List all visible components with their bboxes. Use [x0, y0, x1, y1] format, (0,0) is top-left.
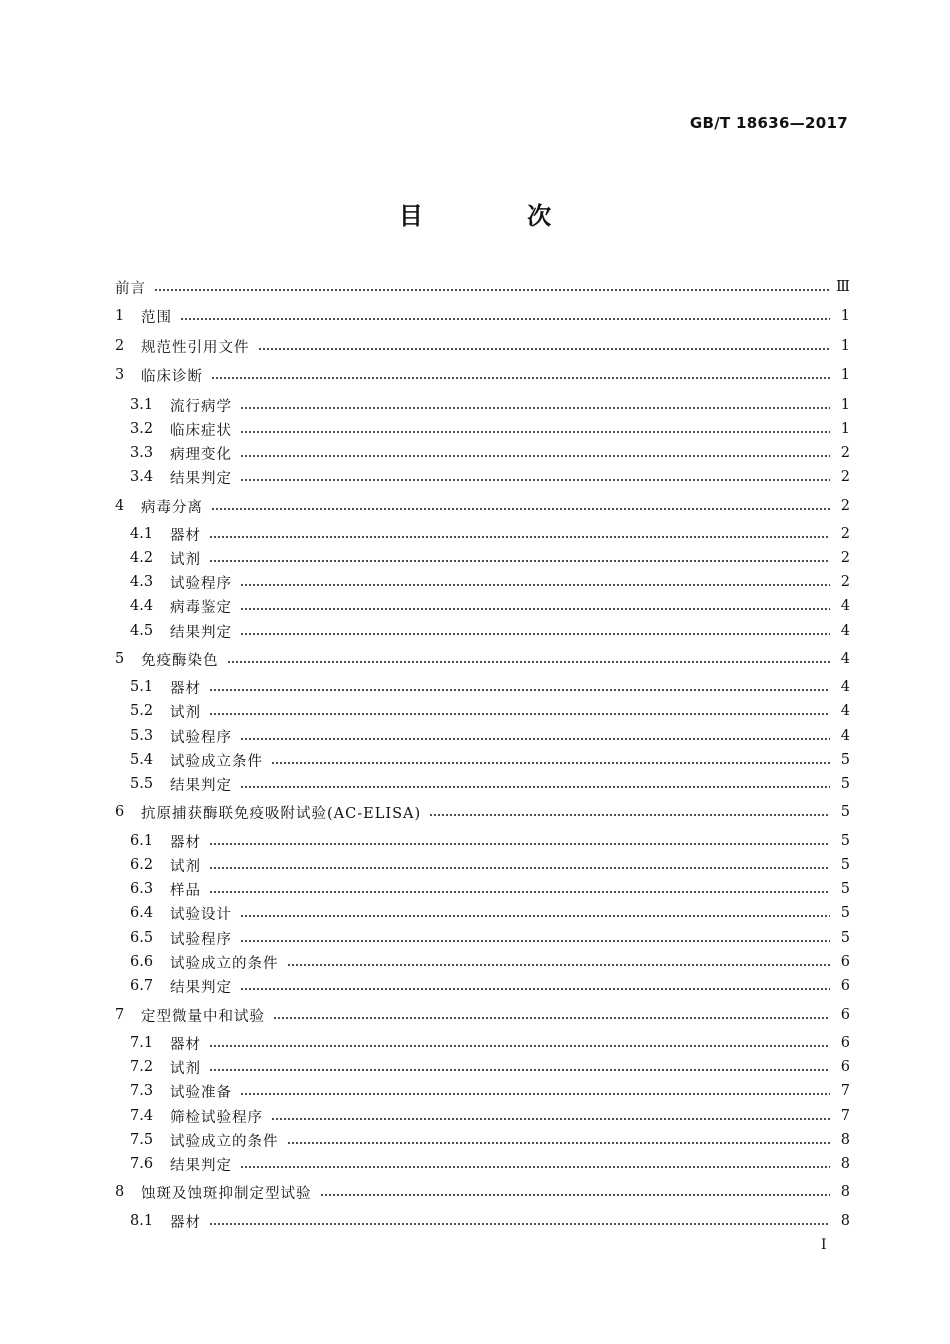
toc-entry-number: 1: [115, 308, 125, 324]
toc-entry[interactable]: [115, 725, 850, 747]
toc-entry-number: 5.2: [130, 703, 154, 719]
toc-entry-page: 1: [840, 308, 850, 324]
toc-entry[interactable]: [115, 830, 850, 852]
toc-leader-dots: [209, 843, 830, 845]
toc-entry-page: 4: [840, 598, 850, 614]
toc-entry-label: 临床症状: [170, 422, 232, 439]
toc-entry-number: 3.4: [130, 469, 154, 485]
toc-entry-label: 试验成立的条件: [170, 955, 279, 972]
toc-entry[interactable]: [115, 927, 850, 949]
toc-leader-dots: [240, 479, 830, 481]
toc-entry[interactable]: [115, 975, 850, 997]
toc-entry-number: 3: [115, 367, 125, 383]
toc-entry[interactable]: [115, 676, 850, 698]
toc-leader-dots: [320, 1194, 831, 1196]
toc-entry[interactable]: [115, 801, 850, 823]
toc-entry[interactable]: [115, 700, 850, 722]
toc-entry-number: 5.3: [130, 728, 154, 744]
toc-entry-number: 7: [115, 1007, 125, 1023]
page-number: I: [821, 1237, 827, 1253]
toc-entry-page: 8: [840, 1156, 850, 1172]
toc-entry[interactable]: [115, 364, 850, 386]
toc-entry-page: 5: [840, 833, 850, 849]
toc-entry-label: 器材: [170, 680, 201, 697]
toc-entry-page: 1: [840, 367, 850, 383]
toc-leader-dots: [154, 289, 830, 291]
toc-entry-label: 结果判定: [170, 777, 232, 794]
toc-entry-number: 6.6: [130, 954, 154, 970]
toc-entry-page: 5: [840, 752, 850, 768]
toc-entry[interactable]: [115, 418, 850, 440]
toc-leader-dots: [240, 915, 830, 917]
toc-entry-page: 5: [840, 804, 850, 820]
toc-entry[interactable]: [115, 335, 850, 357]
toc-entry-label: 器材: [170, 834, 201, 851]
toc-entry-label: 试剂: [170, 1060, 201, 1077]
toc-entry-label: 定型微量中和试验: [141, 1008, 265, 1025]
toc-entry-number: 7.5: [130, 1132, 154, 1148]
toc-leader-dots: [209, 867, 830, 869]
toc-entry-page: 5: [840, 905, 850, 921]
toc-leader-dots: [240, 407, 830, 409]
toc-entry-label: 结果判定: [170, 624, 232, 641]
toc-entry[interactable]: [115, 1153, 850, 1175]
toc-entry-number: 6.1: [130, 833, 154, 849]
toc-entry-page: 8: [840, 1184, 850, 1200]
toc-entry-number: 7.1: [130, 1035, 154, 1051]
toc-leader-dots: [240, 738, 830, 740]
toc-leader-dots: [209, 560, 830, 562]
toc-leader-dots: [240, 1166, 830, 1168]
toc-leader-dots: [240, 608, 830, 610]
toc-entry[interactable]: [115, 442, 850, 464]
toc-entry-page: 6: [840, 1035, 850, 1051]
toc-entry-label: 病理变化: [170, 446, 232, 463]
toc-entry-label: 试验准备: [170, 1084, 232, 1101]
toc-entry-label: 试剂: [170, 858, 201, 875]
toc-entry-number: 4.4: [130, 598, 154, 614]
toc-entry[interactable]: [115, 1080, 850, 1102]
toc-entry-page: 2: [840, 574, 850, 590]
toc-entry-page: 1: [840, 421, 850, 437]
toc-leader-dots: [271, 1118, 830, 1120]
toc-entry-number: 5.5: [130, 776, 154, 792]
toc-entry-label: 样品: [170, 882, 201, 899]
toc-entry-label: 试剂: [170, 704, 201, 721]
toc-entry-number: 4.2: [130, 550, 154, 566]
toc-entry-number: 7.4: [130, 1108, 154, 1124]
toc-entry-label: 结果判定: [170, 979, 232, 996]
toc-entry[interactable]: [115, 773, 850, 795]
toc-entry-label: 试验设计: [170, 906, 232, 923]
toc-entry-page: 2: [840, 526, 850, 542]
toc-entry-number: 6.7: [130, 978, 154, 994]
toc-entry-label: 病毒分离: [141, 499, 203, 516]
toc-entry[interactable]: [115, 902, 850, 924]
toc-entry-page: 1: [840, 397, 850, 413]
toc-entry-label: 流行病学: [170, 398, 232, 415]
toc-entry[interactable]: [115, 620, 850, 642]
toc-entry-label: 试剂: [170, 551, 201, 568]
toc-entry[interactable]: [115, 1004, 850, 1026]
toc-entry-label: 抗原捕获酶联免疫吸附试验(AC-ELISA): [141, 805, 422, 822]
toc-leader-dots: [240, 584, 830, 586]
toc-entry[interactable]: [115, 394, 850, 416]
toc-entry-page: 6: [840, 978, 850, 994]
toc-entry[interactable]: [115, 1105, 850, 1127]
toc-entry-number: 6.5: [130, 930, 154, 946]
toc-leader-dots: [240, 1093, 830, 1095]
toc-entry-number: 8.1: [130, 1213, 154, 1229]
toc-entry-label: 试验成立的条件: [170, 1133, 279, 1150]
toc-entry-label: 规范性引用文件: [141, 339, 250, 356]
toc-entry-number: 4: [115, 498, 125, 514]
toc-leader-dots: [209, 891, 830, 893]
toc-entry-page: 4: [840, 728, 850, 744]
toc-leader-dots: [211, 508, 830, 510]
toc-entry-page: 4: [840, 679, 850, 695]
toc-entry-page: 5: [840, 930, 850, 946]
toc-leader-dots: [240, 940, 830, 942]
toc-title: 目 次: [398, 201, 600, 230]
toc-leader-dots: [240, 455, 830, 457]
toc-entry[interactable]: [115, 305, 850, 327]
toc-entry-page: 5: [840, 881, 850, 897]
toc-entry-number: 6.3: [130, 881, 154, 897]
toc-entry-label: 结果判定: [170, 470, 232, 487]
toc-entry-label: 范围: [141, 309, 172, 326]
toc-entry-page: 6: [840, 1059, 850, 1075]
toc-leader-dots: [273, 1017, 830, 1019]
toc-entry-number: 3.2: [130, 421, 154, 437]
toc-entry-label: 筛检试验程序: [170, 1109, 263, 1126]
toc-entry-page: 6: [840, 1007, 850, 1023]
toc-entry[interactable]: [115, 854, 850, 876]
toc-entry[interactable]: [115, 1129, 850, 1151]
toc-entry[interactable]: [115, 547, 850, 569]
toc-leader-dots: [271, 762, 830, 764]
toc-entry-page: 7: [840, 1108, 850, 1124]
toc-entry[interactable]: [115, 495, 850, 517]
toc-entry[interactable]: [115, 1181, 850, 1203]
toc-leader-dots: [240, 988, 830, 990]
toc-entry-page: 5: [840, 857, 850, 873]
toc-entry-label: 免疫酶染色: [141, 652, 219, 669]
toc-leader-dots: [287, 964, 831, 966]
toc-entry-label: 器材: [170, 1036, 201, 1053]
toc-entry-label: 器材: [170, 527, 201, 544]
toc-entry-number: 5: [115, 651, 125, 667]
toc-leader-dots: [287, 1142, 831, 1144]
toc-entry-number: 4.3: [130, 574, 154, 590]
toc-entry-page: 2: [840, 469, 850, 485]
toc-entry[interactable]: [115, 1210, 850, 1232]
toc-entry-label: 试验成立条件: [170, 753, 263, 770]
toc-leader-dots: [209, 713, 830, 715]
toc-entry-number: 5.4: [130, 752, 154, 768]
toc-entry-page: 8: [840, 1132, 850, 1148]
toc-entry-page: 6: [840, 954, 850, 970]
toc-entry[interactable]: [115, 595, 850, 617]
toc-entry-page: 1: [840, 338, 850, 354]
toc-entry[interactable]: [115, 571, 850, 593]
toc-leader-dots: [209, 1069, 830, 1071]
toc-leader-dots: [429, 814, 830, 816]
toc-leader-dots: [209, 689, 830, 691]
toc-leader-dots: [211, 377, 830, 379]
toc-entry-label: 试验程序: [170, 931, 232, 948]
toc-entry[interactable]: [115, 276, 850, 298]
toc-entry-number: 7.3: [130, 1083, 154, 1099]
toc-entry-page: 4: [840, 651, 850, 667]
toc-entry-number: 6: [115, 804, 125, 820]
toc-entry-label: 临床诊断: [141, 368, 203, 385]
toc-entry[interactable]: [115, 1056, 850, 1078]
toc-entry-page: Ⅲ: [836, 279, 850, 295]
toc-entry[interactable]: [115, 648, 850, 670]
toc-entry-page: 2: [840, 550, 850, 566]
toc-entry-number: 6.4: [130, 905, 154, 921]
toc-entry[interactable]: [115, 749, 850, 771]
toc-leader-dots: [209, 1045, 830, 1047]
toc-entry-number: 4.5: [130, 623, 154, 639]
toc-entry-page: 4: [840, 623, 850, 639]
toc-entry-number: 2: [115, 338, 125, 354]
toc-entry-number: 8: [115, 1184, 125, 1200]
toc-entry-page: 2: [840, 498, 850, 514]
toc-entry-page: 5: [840, 776, 850, 792]
toc-entry-label: 前言: [115, 280, 146, 297]
toc-entry-label: 结果判定: [170, 1157, 232, 1174]
toc-leader-dots: [240, 786, 830, 788]
toc-leader-dots: [240, 633, 830, 635]
toc-entry-page: 8: [840, 1213, 850, 1229]
toc-entry[interactable]: [115, 466, 850, 488]
toc-entry-number: 4.1: [130, 526, 154, 542]
toc-entry-number: 3.3: [130, 445, 154, 461]
toc-entry-page: 7: [840, 1083, 850, 1099]
toc-entry-label: 试验程序: [170, 575, 232, 592]
toc-entry-number: 3.1: [130, 397, 154, 413]
toc-leader-dots: [240, 431, 830, 433]
toc-entry-number: 6.2: [130, 857, 154, 873]
toc-entry[interactable]: [115, 878, 850, 900]
toc-leader-dots: [209, 536, 830, 538]
toc-leader-dots: [227, 661, 831, 663]
toc-entry-number: 5.1: [130, 679, 154, 695]
toc-leader-dots: [209, 1223, 830, 1225]
toc-entry-label: 器材: [170, 1214, 201, 1231]
toc-entry-number: 7.2: [130, 1059, 154, 1075]
standard-code: GB/T 18636—2017: [689, 114, 848, 132]
toc-entry-label: 试验程序: [170, 729, 232, 746]
toc-entry[interactable]: [115, 951, 850, 973]
toc-leader-dots: [258, 348, 831, 350]
toc-entry-label: 病毒鉴定: [170, 599, 232, 616]
toc-entry-page: 4: [840, 703, 850, 719]
toc-leader-dots: [180, 318, 830, 320]
toc-entry-label: 蚀斑及蚀斑抑制定型试验: [141, 1185, 312, 1202]
toc-entry[interactable]: [115, 523, 850, 545]
toc-entry[interactable]: [115, 1032, 850, 1054]
toc-entry-number: 7.6: [130, 1156, 154, 1172]
toc-entry-page: 2: [840, 445, 850, 461]
